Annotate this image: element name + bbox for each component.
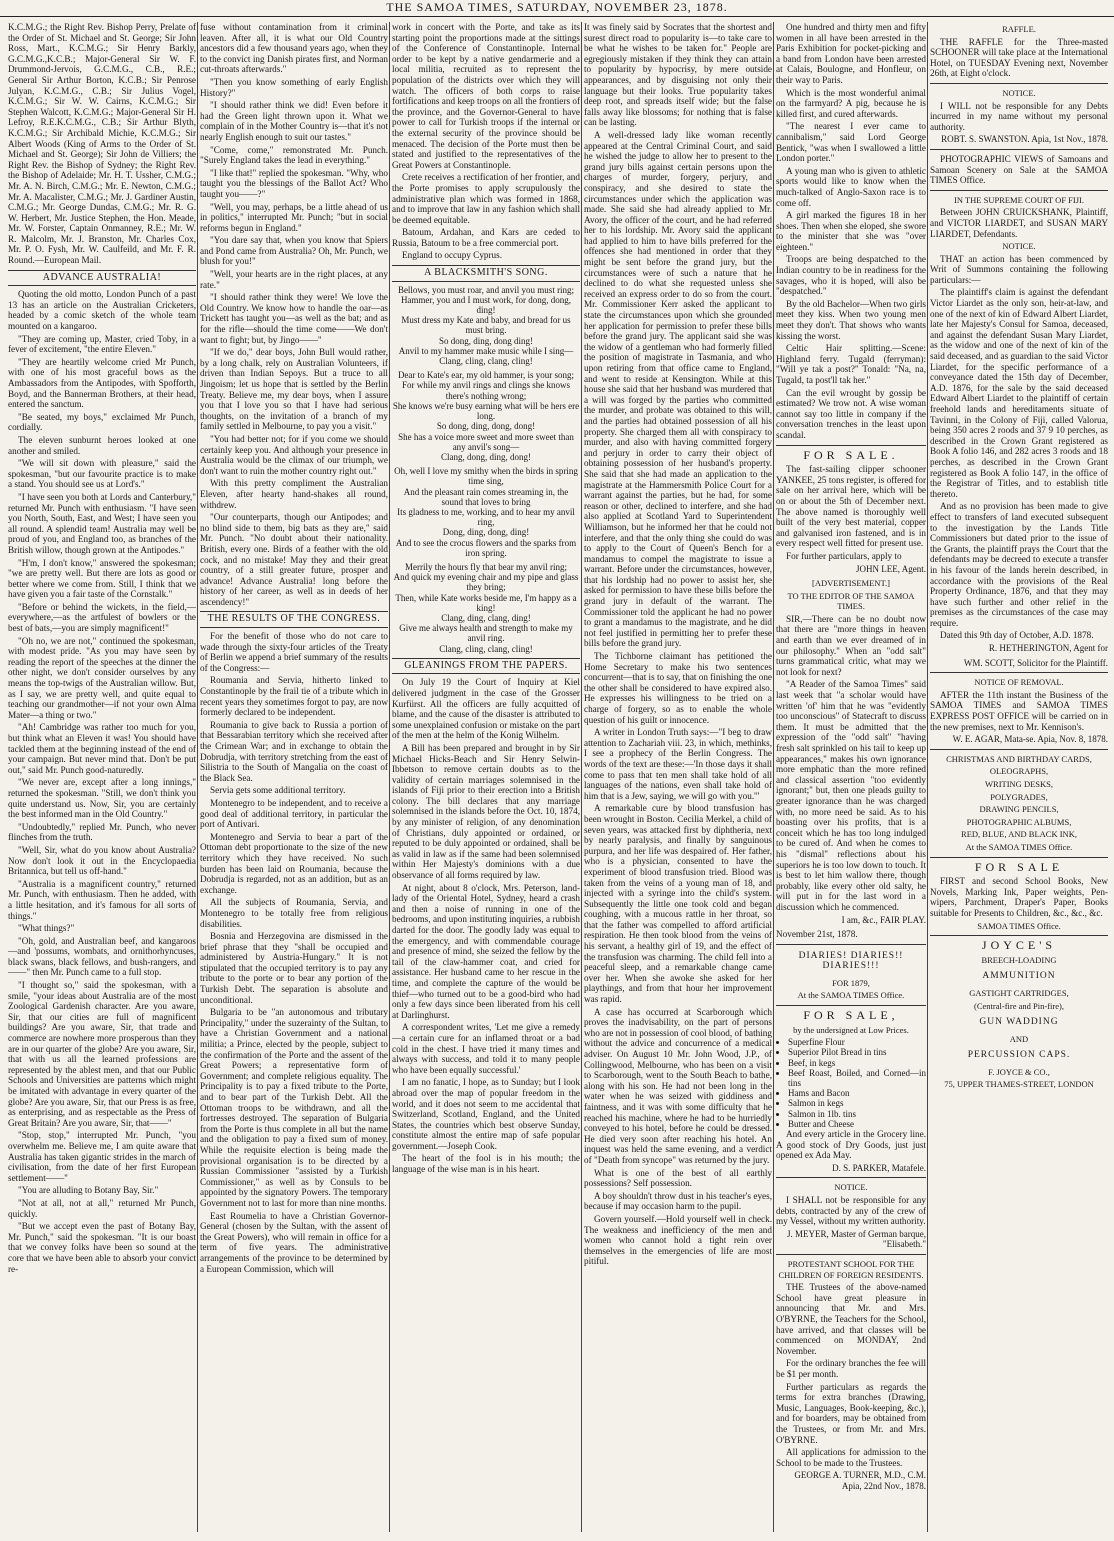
article-paragraph: "We will sit down with pleasure," said the spokesman, "but our favourite practice is to make a stand. You should see us at Lord's." xyxy=(8,458,196,490)
article-paragraph: K.C.M.G.; the Right Rev. Bishop Perry, Prelate of the Order of St. Michael and St. George; Sir John Ross, Mart., K.C.M.G.; Sir Henry Barkly, G.C.M.G.,K.C.B.; Major-General Sir W. F. Drummond-Jervois, G.C.M.G., C.B., R.E.; General Sir Arthur Borton, K.C.B.; Sir Penrose Julyan, K.C.M.G., C.B.; Sir Julius Vogel, K.C.M.G.; Sir W. W. Cairns, K.C.M.G.; Sir Stephen Walcott, K.C.M.G.; Major-General Sir H. Lefroy, R.E.K.C.M.G., C.B.; Sir Arthur Blyth, K.C.M.G.; Sir Archibald Michie, K.C.M.G.; Sir Albert Woods (King of Arms to the Order of St. Michael and St. George); Sir John de Villiers; the Right Rev. the Bishop of Sydney; the Right Rev. the Bishop of Adelaide; Mr. H. T. Ussher, C.M.G.; Mr. A. N. Birch, C.M.G.; Mr. E. Newton, C.M.G.; Mr. A. Macalister, C.M.G.; Mr. J. Gardiner Austin, C.M.G.; Mr. George Dundas, C.M.G.; Mr. R. G. W. Herbert, Mr. Justice Stephen, the Hon. Meade, Mr. W. Forster, Captain Onmanney, R.E.; Mr. W. R. Malcolm, Mr. J. Branston, Mr. Charles Cox, Mr. P. O. Fysh, Mr. W. Caulfeild, and Mr. F. R. Round.—European Mail. xyxy=(8,22,196,266)
divider xyxy=(930,672,1108,673)
divider xyxy=(930,149,1108,150)
article-paragraph: A young man who is given to athletic sports would like to know when the much-talked of Anglo-Saxon race is to come off. xyxy=(776,165,926,208)
article-paragraph: Crete receives a rectification of her frontier, and the Porte promises to apply scrupulously the administrative plan which was formed in 1868, and to improve that law in any fashion which shall be deemed equitable. xyxy=(392,172,580,225)
poem-verse: Dear to Kate's ear, my old hammer, is your song; For while my anvil rings and clings she knows there's nothing wrong; She knows we're busy earning what will be hers ere long. So dong, ding, dong, dong! She has a voice more sweet and more sweet than any anvil's song— Clang, dong, ding, dong! xyxy=(392,370,580,462)
article-paragraph: East Roumelia to have a Christian Governor-General (chosen by the Sultan, with the assent of the Great Powers), who will remain in office for a term of five years. The administrative arrangements of the province to be determined by a European Commission, which will xyxy=(200,1210,388,1274)
ad-body: PHOTOGRAPHIC VIEWS of Samoans and Samoan Scenery on Sale at the SAMOA TIMES Office. xyxy=(930,153,1108,186)
article-paragraph: I am no fanatic, I hope, as to Sunday; but I look abroad over the map of popular freedom in the world, and it does not seem to me accidental that Switzerland, Scotland, England, and the United States, the countries which best observe Sunday, constitute almost the entire map of safe popular government.—Joseph Cook. xyxy=(392,1077,580,1151)
article-paragraph: Govern yourself.—Hold yourself well in check. The weakness and inefficiency of the men and women who cannot hold a tight rein over themselves in the emergencies of life are most pitiful. xyxy=(584,1213,772,1267)
stationery-line: PHOTOGRAPHIC ALBUMS, xyxy=(966,816,1072,827)
article-paragraph: "They are heartily welcome cried Mr Punch, with one of his most graceful bows as the Ambassadors from the Antipodes, with Spofforth, Boyd, and the Bannerman Brothers, at their head, entered the sanctum. xyxy=(8,356,196,410)
article-paragraph: "Before or behind the wickets, in the field,—everywhere,—as the artfulest of bowlers or the best of bats,—you are simply magnificent!" xyxy=(8,601,196,634)
column-2 xyxy=(200,22,388,1532)
article-paragraph: Quoting the old motto, London Punch of a past 13 has an article on the Australian Cricketers, headed by a comic sketch of the whole team mounted on a kangaroo. xyxy=(8,289,196,332)
ad-signature: ROBT. S. SWANSTON. Apia, 1st Nov., 1878. xyxy=(941,134,1108,145)
list-item: • Salmon in kegs xyxy=(788,1098,926,1108)
article-paragraph: work in concert with the Porte, and take as its starting point the proportions made at the sittings of the Conference of Constantinople. Internal order to be kept by a native gendarmerie and a local militia, recruited as to represent the population of the districts over which they will watch. The officers of both corps to raise fortifications and keep troops on all the frontiers of the province, and the Governor-General to have power to call for Turkish troops if the internal or the external security of the province should be menaced. The decision of the Porte must then be stated and justified to the representatives of the Great Powers at Constantinople. xyxy=(392,22,580,170)
ad-line: SAMOA TIMES Office. xyxy=(977,920,1061,931)
article-paragraph: "I should rather think they were! We love the Old Country. We know how to handle the oar—as Trickett has taught you—as well as the bat; and as for the rifle—should the time come——We don't want to fight; but, by Jingo——" xyxy=(200,292,388,345)
letter-body: "A Reader of the Samoa Times" said last week that "a scholar would have written 'of' him that he was "evidently too unconscious" of Statecraft to discuss them. It must be admitted that the expression of the "odd salt" "having fresh salt sprinkled on his tail to keep up appearances," makes his own ignorance more emphatic than the more refined and classical assertion "too evidently ignorant;" but, then one pleads guilty to greater ignorance than he was charged with, no more need be said. As to his boasting over his profits, that is a conceit which he has too long indulged to be cured of. And when he comes to his "dismal" reflections about his superiors he is too low down to touch. It is best to let him wallow there, though probably, like every other old salty, he will put in for the last word in a discussion which he commenced. xyxy=(776,679,926,912)
ad-line: At the SAMOA TIMES Office. xyxy=(797,990,905,1001)
ad-line: F. JOYCE & CO., xyxy=(988,1066,1050,1077)
list-item: • Beef, in kegs xyxy=(788,1058,926,1068)
article-paragraph: fuse without contamination from it criminal leaven. After all, it is what our Old Country ancestors did a few thousand years ago, when they to the convict ing Danish pirates first, and Norman cut-throats afterwards." xyxy=(200,22,388,75)
article-paragraph: "I should rather think we did! Even before it had the Green light thrown upon it. What we complain of in the Mother Country is—that it's not nearly English enough to suit our tastes." xyxy=(200,100,388,142)
ad-body: The fast-sailing clipper schooner YANKEE, 25 tons register, is offered for sale on her arrival here, which will be on or about the 5th of December next. The above named is thoroughly well built of the very best material, copper and galvanised iron fastened, and is in every respect well fitted for present use. xyxy=(776,464,926,549)
article-paragraph: "Be seated, my boys," exclaimed Mr Punch, cordially. xyxy=(8,411,196,433)
ad-heading: PROTESTANT SCHOOL FOR THE CHILDREN OF FOREIGN RESIDENTS. xyxy=(778,1259,924,1280)
ad-body: THE RAFFLE for the Three-masted SCHOONER will take place at the International Hotel, on TUESDAY Evening next, November 26th, at Eight o'clock. xyxy=(930,36,1108,79)
ad-body: Further particulars as regards the terms for extra branches (Drawing, Music, Languages, Book-keeping, &c.), and for boarders, may be obtained from the Trustees, or from Mr. and Mrs. O'BYRNE. xyxy=(776,1381,926,1445)
divider xyxy=(776,944,926,945)
article-paragraph: The Tichborne claimant has petitioned the Home Secretary to make his two sentences concurrent—that is to say, that on finishing the one the other shall be considered to have expired also. He expresses his willingness to be tried on a charge of forgery, so as to enable the whole question of his guilt or innocence. xyxy=(584,651,772,725)
article-paragraph: "We never are, except after a long innings," returned the spokesman. "Still, we don't think you quite understand us. Now, Sir, you are certainly the best informed man in the Old Country." xyxy=(8,777,196,820)
article-paragraph: Batoum, Ardahan, and Kars are ceded to Russia, Batoum to be a free commercial port. xyxy=(392,227,580,248)
stationery-line: WRITING DESKS, xyxy=(985,779,1053,789)
article-paragraph: On July 19 the Court of Inquiry at Kiel delivered judgment in the case of the Grosser Kurfürst. All the officers are fully acquitted of blame, and the cause of the disaster is attributed to some unexplained confusion or mistake on the part of the men at the helm of the Konig Wilhelm. xyxy=(392,677,580,741)
ad-heading: NOTICE. xyxy=(1002,241,1036,252)
ad-heading: FOR SALE xyxy=(974,859,1064,874)
ad-body: THE Trustees of the above-named School have great pleasure in announcing that Mr. and Mrs. O'BYRNE, the Teachers for the School, have arrived, and that classes will be commenced on MONDAY, 2nd November. xyxy=(776,1282,926,1356)
masthead: THE SAMOA TIMES, SATURDAY, NOVEMBER 23, 1878. xyxy=(0,0,1114,17)
article-paragraph: "Come, come," remonstrated Mr. Punch. "Surely England takes the lead in everything." xyxy=(200,144,388,166)
stationery-line: POLYGRADES, xyxy=(990,791,1048,802)
ad-heading: JOYCE'S xyxy=(981,938,1057,953)
ad-tag: [ADVERTISEMENT.] xyxy=(812,578,890,589)
ad-signature: JOHN LEE, Agent. xyxy=(856,563,926,574)
ad-heading: NOTICE. xyxy=(1002,87,1036,98)
ad-heading: IN THE SUPREME COURT OF FIJI. xyxy=(954,194,1084,205)
article-paragraph: "Not at all, not at all," returned Mr Punch, quickly. xyxy=(8,1197,196,1219)
divider xyxy=(776,445,926,446)
article-paragraph: Montenegro and Servia to bear a part of the Ottoman debt proportionate to the size of the new territory which they have received. No such burden has been laid on Roumania, because the Dobrudja is regarded, not as an addition, but as an exchange. xyxy=(200,831,388,895)
ad-signature: GEORGE A. TURNER, M.D., C.M. Apia, 22nd Nov., 1878. xyxy=(794,1470,926,1491)
column-1 xyxy=(8,22,196,1532)
article-paragraph: "You dare say that, when you know that Spiers and Pond came from Australia? Oh, Mr. Punch, we blush for you!" xyxy=(200,235,388,267)
article-paragraph: "Stop, stop," interrupted Mr. Punch, "you overwhelm me. Believe me, I am quite aware that Australia has taken gigantic strides in the march of civilisation, from the date of her first European settlement——" xyxy=(8,1130,196,1183)
article-paragraph: "If we do," dear boys, John Bull would rather, by a long chalk, rely on Australian Volunteers, if driven than Indian Sepoys. But a truce to all Jingoism; let us hope that is settled by the Berlin Treaty. Believe me, my dear boys, when I assure you that I love you so that I have had serious thoughts, on the invitation of a branch of my family settled in Melbourne, to pay you a visit." xyxy=(200,347,388,432)
column-6 xyxy=(930,22,1108,1532)
divider xyxy=(930,190,1108,191)
ad-line: GASTIGHT CARTRIDGES, xyxy=(969,987,1069,998)
ad-body: FIRST and second School Books, New Novels, Marking Ink, Paper weights, Pen-wipers, Parchment, Draper's Paper, Books suitable for Presents to Children, &c., &c., &c. xyxy=(930,876,1108,918)
article-paragraph: All the subjects of Roumania, Servia, and Montenegro to be totally free from religious disabilities. xyxy=(200,897,388,929)
article-heading: THE RESULTS OF THE CONGRESS. xyxy=(200,611,388,628)
article-heading: ADVANCE AUSTRALIA! xyxy=(8,270,196,287)
article-paragraph: "But we accept even the past of Botany Bay, Mr. Punch," said the spokesman. "It is our boast that we convey folks have been so sound at the core that we have been able to absorb your convict re- xyxy=(8,1221,196,1274)
ad-line: At the SAMOA TIMES Office. xyxy=(965,841,1073,852)
article-paragraph: "H'm, I don't know," answered the spokesman; "we are pretty well. But there are lots as good or better where we come from. Still, I think that we have given you a fair taste of the Cornstalk." xyxy=(8,557,196,600)
divider xyxy=(776,1254,926,1255)
article-paragraph: Roumania to give back to Russia a portion of that Bessarabian territory which she received after the Crimean War; and in exchange to obtain the Dobrudja, with territory stretching from the east of Silistria to the South of Mangalia on the coast of the Black Sea. xyxy=(200,719,388,783)
article-paragraph: Montenegro to be independent, and to receive a good deal of additional territory, in particular the port of Antivari. xyxy=(200,797,388,830)
ad-heading: RAFFLE. xyxy=(1002,24,1036,34)
ad-line: AMMUNITION xyxy=(982,971,1056,982)
article-paragraph: "Oh, gold, and Australian beef, and kangaroos—and 'possums, wombats, and ornithorhyncuses, black swans, black fellows, and bush-rangers, and——" then Mr. Punch came to a full stop. xyxy=(8,935,196,978)
ad-body: All applications for admission to the School to be made to the Trustees. xyxy=(776,1447,926,1468)
article-paragraph: At night, about 8 o'clock, Mrs. Peterson, land-lady of the Oriental Hotel, Sydney, heard a crash and then a noise of running in one of the bedrooms, and upon instituting inquiries, a rubbish darted for the door. The goodly lady was equal to the emergency, and with commendable courage and presence of mind, she seized the fellow by the tail of the claw-hammer coat, and cried for assistance. Her husband came to her rescue in the time, and complete the capture of the would be thief—who turned out to be a good-bird who had only a few days since been liberated from his cell at Darlinghurst. xyxy=(392,882,580,1020)
article-paragraph: Troops are being despatched to the Indian country to be in readiness for the savages, who it is hoped, will also be "despatched." xyxy=(776,254,926,297)
stationery-line: CHRISTMAS AND BIRTHDAY CARDS, xyxy=(946,753,1092,764)
article-paragraph: "Australia is a magnificent country," returned Mr. Punch, with enthusiasm. Then he added, with a little hesitation, and it's famous for all sorts of things." xyxy=(8,878,196,921)
column-rule xyxy=(773,22,774,1532)
article-paragraph: "Our counterparts, though our Antipodes; and no blind side to them, big bats as they are," said Mr. Punch. "No doubt about their nationality. British, every one. Birds of a feather with the old cock, and no mistake! May they and their great country, of a still greater future, prosper and advance! Advance Australia! long before the history of her career, as well as in deeds of her ascendency!" xyxy=(200,512,388,607)
ad-signature: D. S. PARKER, Matafele. xyxy=(832,1162,926,1173)
article-paragraph: With this pretty compliment the Australian Eleven, after hearty hand-shakes all round, withdrew. xyxy=(200,478,388,510)
ad-body: AFTER the 11th instant the Business of the SAMOA TIMES and SAMOA TIMES EXPRESS POST OFFICE will be carried on in the new premises, next to Mr. Kennison's. xyxy=(930,689,1108,732)
divider xyxy=(776,1177,926,1178)
article-paragraph: "I thought so," said the spokesman, with a smile, "your ideas about Australia are of the most Zoological Gardenish character. Are you aware, Sir, that our cities are full of magnificent buildings? Are you aware, Sir, that trade and commerce are nowhere more prosperous than they are in our quarter of the globe? Are you aware, Sir, that with us all the learned professions are represented by the ablest men, and that our Public Schools and Universities are patterns which might be imitated with advantage in every quarter of the globe? Are you aware, Sir, that our Press is as free, as enterprising, and as respectable as the Press of Great Britain? Are you aware, Sir, that——" xyxy=(8,980,196,1128)
column-rule xyxy=(197,22,198,1532)
article-paragraph: "Then you know something of early English History?" xyxy=(200,76,388,98)
divider xyxy=(930,749,1108,750)
article-paragraph: A remarkable cure by blood transfusion has been wrought in Boston. Cecilia Merkel, a child of seven years, was attacked first by diphtheria, next by nearly paralysis, and finally by sanguinous purpura, and her life was despaired of. Her father, who is a physician, consented to have the experiment of blood transfusion tried. Blood was taken from the veins of a young man of 18, and injected with a syringe into the child's system. Subsequently the little one took cold and began coughing, with a mucous rattle in her throat, so that the father was compelled to afford artificial respiration. He then took blood from the veins of his servant, a healthy girl of 19, and the effect of the transfusion was charming. The child fell into a peaceful sleep, and a remarkable change came over her. When she awoke she asked for her playthings, and from that hour her improvement was rapid. xyxy=(584,803,772,1005)
divider xyxy=(776,1005,926,1006)
ad-heading: FOR SALE, xyxy=(803,1008,899,1023)
ad-body: And every article in the Grocery line. A good stock of Dry Goods, just just opened ex Ada May. xyxy=(776,1129,926,1161)
ad-line: GUN WADDING xyxy=(979,1017,1059,1028)
article-paragraph: "Ah! Cambridge was rather too much for you, but think what an Eleven it was! You should have tackled them at the beginning instead of the end of your campaign. But never mind that. Don't be put out," said Mr. Punch good-naturedly. xyxy=(8,722,196,775)
article-paragraph: "You had better not; for if you come we should certainly keep you. And although your presence in Australia would be the climax of our triumph, we don't want to ruin the mother country right out." xyxy=(200,433,388,476)
article-paragraph: A writer in London Truth says:—"I beg to draw attention to Zachariah viii. 23, in which, methinks, I see a prophecy of the Berlin Congress. The words of the text are these:—'In those days it shall come to pass that ten men shall take hold of all languages of the nations, even shall take hold of him that is a Jew, saying, we will go with you.'" xyxy=(584,727,772,801)
divider xyxy=(930,83,1108,84)
poem-verse: Bellows, you must roar, and anvil you must ring; Hammer, you and I must work, for dong, dong, ding! Must dress my Kate and baby, and bread for us must bring. So dong, ding, dong ding! Anvil to my hammer make music while I sing— Clang, cling, clang, cling! xyxy=(397,284,575,367)
column-3 xyxy=(392,22,580,1532)
letter-body: SIR,—There can be no doubt now that there are "more things in heaven and earth than we ever dreamed of in our philosophy." When an "odd salt" turns grammatical critic, what may we not look for next? xyxy=(776,613,926,677)
column-5 xyxy=(776,22,926,1532)
list-item: • Beef Roast, Boiled, and Corned—in tins xyxy=(788,1068,926,1088)
article-paragraph: Roumania and Servia, hitherto linked to Constantinople by the frail tie of a tribute which in recent years they sometimes forgot to pay, are now formerly declared to be independent. xyxy=(200,675,388,718)
ad-heading: DIARIES! DIARIES!! DIARIES!!! xyxy=(798,950,904,972)
court-signature: R. HETHERINGTON, Agent for xyxy=(988,643,1108,654)
court-parties: Between JOHN CRUICKSHANK, Plaintiff, and VICTOR LIARDET, and SUSAN MARY LIARDET, Defendants. xyxy=(930,207,1108,239)
article-paragraph: By the old Bachelor—When two girls meet they kiss. When two young men meet they don't. That shows who wants kissing the worst. xyxy=(776,298,926,341)
poem-verse: Oh, well I love my smithy when the birds in spring time sing, And the pleasant rain comes streaming in, the sound that loves to bring Its gladness to me, working, and to hear my anvil ring, Dong, ding, dong, ding! And to see the crocus flowers and the sparks from iron spring. xyxy=(394,466,578,558)
article-paragraph: "You are alluding to Botany Bay, Sir." xyxy=(18,1185,159,1196)
divider xyxy=(930,935,1108,936)
article-paragraph: "I have seen you both at Lords and Canterbury," returned Mr. Punch with enthusiasm. "I have seen you North, South, East, and West; I have seen you all round. A splendid team! Australia may well be proud of you, and England too, as branches of the British willow, though grown at the Antipodes." xyxy=(8,491,196,555)
list-item: • Superfine Flour xyxy=(788,1037,926,1047)
list-item: • Butter and Cheese xyxy=(788,1119,926,1129)
ad-body: For further particulars, apply to xyxy=(786,550,902,561)
article-paragraph: "I like that!" replied the spokesman. "Why, who taught you the blessings of the Ballot Act? Who taught you——?" xyxy=(200,167,388,199)
divider xyxy=(930,857,1108,858)
article-paragraph: A girl marked the figures 18 in her shoes. Then when she eloped, she swore to the minister that she was "over eighteen." xyxy=(776,210,926,252)
ad-signature: W. E. AGAR, Mata-se. Apia, Nov. 8, 1878. xyxy=(952,734,1108,745)
letter-address: TO THE EDITOR OF THE SAMOA TIMES. xyxy=(787,590,915,612)
ad-heading: NOTICE. xyxy=(834,1182,868,1193)
list-item: • Salmon in 1lb. tins xyxy=(788,1109,926,1119)
article-paragraph: The heart of the fool is in his mouth; the language of the wise man is in his heart. xyxy=(392,1153,580,1175)
letter-date: November 21st, 1878. xyxy=(776,929,858,940)
article-paragraph: One hundred and thirty men and fifty women in all have been arrested in the Paris Exhibition for pocket-picking and a band from London have been arrested at Calais, Boulogne, and Honfleur, on their way to Paris. xyxy=(776,22,926,85)
court-body: THAT an action has been commenced by Writ of Summons containing the following particulars:— xyxy=(930,253,1108,285)
poem-heading: A BLACKSMITH'S SONG. xyxy=(392,265,580,282)
article-paragraph: For the benefit of those who do not care to wade through the sixty-four articles of the Treaty of Berlin we append a brief summary of the results of the Congress:— xyxy=(200,631,388,673)
article-paragraph: "Well, your hearts are in the right places, at any rate." xyxy=(200,269,388,290)
ad-heading: NOTICE OF REMOVAL. xyxy=(974,677,1064,688)
column-rule xyxy=(581,22,582,1532)
article-paragraph: What is one of the best of all earthly possessions? Self possession. xyxy=(584,1167,772,1189)
article-paragraph: "What things?" xyxy=(18,923,75,934)
letter-signature: I am, &c., FAIR PLAY. xyxy=(841,914,926,925)
article-paragraph: A correspondent writes, 'Let me give a remedy—a certain cure for an inflamed throat or a bad cold in the chest. I have tried it many times and always with success, and told it to many people who have been equally successful.' xyxy=(392,1022,580,1075)
ad-line: FOR 1879, xyxy=(832,977,870,988)
article-paragraph: "Well, you may, perhaps, be a little ahead of us in politics," interrupted Mr. Punch; "but in social reforms begun in England." xyxy=(200,201,388,233)
article-paragraph: "Well, Sir, what do you know about Australia? Now don't look it out in the Encyclopaedia Britannica, but tell us off-hand." xyxy=(8,844,196,877)
list-item: • Superior Pilot Bread in tins xyxy=(788,1047,926,1057)
court-body: The plaintiff's claim is against the defendant Victor Liardet as the only son, heir-at-law, and one of the next of kin of Edward Albert Liardet, late her Majesty's Consul for Samoa, deceased, and against the defendant Susan Mary Liardet, as the widow and one of the next of kin of the said deceased, and as guardian to the said Victor Liardet, for the specific performance of a conveyance dated the 15th day of December, A.D. 1876, for the sale by the said deceased Edward Albert Liardet to the plaintiff of certain freehold lands and hereditaments situate of Tavinni, in the Colony of Fiji, called Valorua, being 350 acres 2 roods and 37 9 10 perches, as described in the Crown Grant registered as Book A folio 146, and 282 acres 3 roods and 18 perches, as described in the Crown Grant registered as Book A folio 147, in the office of the Registrar of Titles, and to establish title thereto. xyxy=(930,287,1108,499)
ad-line: BREECH-LOADING xyxy=(981,954,1057,965)
poem-verse: Merrily the hours fly that bear my anvil ring; And quick my evening chair and my pipe and glass they bring; Then, while Kate works beside me, I'm happy as a king! Clang, ding, clang, ding! Give me always health and strength to make my anvil ring. Clang, cling, clang, cling! xyxy=(393,561,579,654)
article-paragraph: "They are coming up, Master, cried Toby, in a fever of excitement, "the entire Eleven." xyxy=(8,333,196,355)
article-paragraph: England to occupy Cyprus. xyxy=(402,250,503,261)
stationery-line: OLEOGRAPHS, xyxy=(989,766,1049,777)
article-paragraph: The eleven sunburnt heroes looked at one another and smiled. xyxy=(8,434,196,456)
article-paragraph: Celtic Hair splitting.—Scene: Highland ferry. Tugald (ferryman): "Will ye tak a post?" Tonald: "Na, na, Tugald, ta post'll tak her." xyxy=(776,343,926,385)
column-rule xyxy=(389,22,390,1532)
ad-body: I WILL not be responsible for any Debts incurred in my name without my personal authority. xyxy=(930,100,1108,132)
article-paragraph: It was finely said by Socrates that the shortest and surest direct road to popularity is—to take care to be what he wishes to be taken for." People are egregiously mistaken if they think they can attain to popularity by hypocrisy, by mere outside appearances, and by disguising not only their language but their looks. True popularity takes deep root, and spreads itself wide; but the false falls away like blossoms; for nothing that is false can be lasting. xyxy=(584,22,772,128)
article-paragraph: Servia gets some additional territory. xyxy=(210,785,346,796)
court-body: And as no provision has been made to give effect to transfers of land executed subsequent to the investigation by the Lands Title Commissioners but dated prior to the issue of the Grants, the plaintiff prays the Court that the defendants may be decreed to execute a transfer in his favour of the lands herein described, in accordance with the provisions of the Real Property Ordinance, 1876, and that they may have such further and other relief in the premises as the circumstances of the case may require. xyxy=(930,501,1108,628)
ad-body: For the ordinary branches the fee will be $1 per month. xyxy=(776,1358,926,1379)
court-date: Dated this 9th day of October, A.D. 1878. xyxy=(940,630,1094,641)
goods-list xyxy=(776,1037,926,1129)
ad-line: 75, UPPER THAMES-STREET, LONDON xyxy=(944,1079,1094,1090)
article-paragraph: "Oh no, we are not," continued the spokesman, with modest pride. "As you may have seen by reading the report of the speeches at the dinner the other night, we don't consider ourselves by any means the top-twigs of the Australian willow. But, as I say, we are pretty well, and quite equal to teaching our grandmother—if not your own Alma Mater—a thing or two." xyxy=(8,635,196,720)
ad-line: PERCUSSION CAPS. xyxy=(967,1050,1071,1061)
article-paragraph: A boy shouldn't throw dust in his teacher's eyes, because if may occasion harm to the pupil. xyxy=(584,1190,772,1212)
article-paragraph: Bulgaria to be "an autonomous and tributary Principality," under the suzerainty of the Sultan, to have a Christian Government and a national militia; a Prince, elected by the people, subject to the confirmation of the Porte and the assent of the Great Powers; a representative form of Government; and complete religious equality. The Principality is to pay a fixed tribute to the Porte, and to bear part of the Turkish Debt. All the Ottoman troops to be withdrawn, and all the fortresses destroyed. The separation of Bulgaria from the Porte is thus complete in all but the name and the obligation to pay a fixed sum of money. While the requisite election is being made the provisional organisation is to be directed by a Russian Commissioner "assisted by a Turkish Commissioner," as well as by Consuls to be appointed by the signatory Powers. The temporary Government not to last for more than nine months. xyxy=(200,1007,388,1208)
article-heading: GLEANINGS FROM THE PAPERS. xyxy=(392,658,580,675)
stationery-line: DRAWING PENCILS, xyxy=(979,804,1059,815)
article-paragraph: Bosnia and Herzegovina are dismissed in the brief phrase that they "shall be occupied and administered by Austria-Hungary." It is not stipulated that the occupied territory is to pay any tribute to the porte or to bear any portion of the Turkish Debt. The separation is absolute and unconditional. xyxy=(200,931,388,1005)
article-paragraph: A Bill has been prepared and brought in by Sir Michael Hicks-Beach and Sir Henry Selwin-Ibbetson to remove certain doubts as to the validity of certain marriages solemnised in the islands of Fiji prior to their erection into a British colony. The bill declares that any marriage solemnised in the islands before the Oct. 10, 1874, by any minister of religion, of any denomination of Christians, duly appointed or ordained, or reputed to be duly appointed or ordained, shall be as valid in law as if the same had been solemnised within Her Majesty's dominions with a due observance of all forms required by law. xyxy=(392,742,580,881)
article-paragraph: A well-dressed lady like woman recently appeared at the Central Criminal Court, and said he wished the judge to allow her to present to the grand jury bills against certain persons upon the charges of murder, forgery, perjury, and conspiracy, and she desired to state the circumstances under which the application was made. She said she had already applied to Mr. Avory, the officer of the court, and he had referred her to his lordship. Mr. Avory said the applicant had applied to him to have bills preferred for the offences she had mentioned in order that they might be sent before the grand jury, but the circumstances were of such a nature that he declined to do what she requested unless she received an express order to do so from the court. Mr. Commissioner Kerr asked the applicant to state the circumstances upon which she grounded her application for permission to prefer these bills before the grand jury. The applicant said she was the widow of a gentleman who had formerly filled the position of magistrate in Tasmania, and who upon retiring from that office came to England, and went to reside at Kensington. While at this house she said that her husband was murdered that a will was forged by the parties who committed the murder, and probate was obtained to this will, and the parties had obtained possession of all his property. She charged them all with conspiracy to murder, and also with having committed forgery and perjury in order to carry their object of obtaining possession of her husband's property. She said that she had made an application to the magistrate at the Hammersmith Police Court for a warrant against the parties, but he had, for some reason or other, declined to interfere, and she had also applied at Scotland Yard to Superintendent Williamson, but he informed her that he could not interfere, and that the only thing she could do was to apply to the Court of Queen's Bench for a mandamus to compel the magistrate to issue a warrant. Before under the circumstances, however, that his lordship had no power to assist her, she asked for permission to have these bills before the grand jury in default of the warrant. The Commissioner told the applicant he had no power to grant a mandamus to the magistrate, and he did not feel justified in permitting her to prefer these bills before the grand jury. xyxy=(584,129,772,649)
ad-line: AND xyxy=(1009,1033,1029,1044)
ad-line: (Central-fire and Pin-fire), xyxy=(974,1000,1064,1011)
ad-body: I SHALL not be responsible for any debts, contracted by any of the crew of my Vessel, without my written authority. xyxy=(776,1195,926,1227)
article-paragraph: A case has occurred at Scarborough which proves the inadvisability, on the part of persons who are not in possession of cool blood, of bathing without the advice and concurrence of a medical adviser. On August 10 Mr. John Wood, J.P., of Collingwood, Melbourne, who has been on a visit to Scarborough, went to the South Beach to bathe, along with his son. He had not been long in the water when he was seized with giddiness and faintness, and it was with some difficulty that he reached his machine, where he had to be hurriedly conveyed to his hotel, before he could be dressed. He died very soon after reaching his hotel. An inquest was held the same evening, and a verdict of "Death from syncope" was returned by the jury. xyxy=(584,1006,772,1165)
list-item: • Hams and Bacon xyxy=(788,1088,926,1098)
column-4 xyxy=(584,22,772,1532)
ad-signature: J. MEYER, Master of German barque, "Elisabeth." xyxy=(787,1228,926,1250)
ad-heading: FOR SALE. xyxy=(803,447,899,462)
stationery-line: RED, BLUE, AND BLACK INK, xyxy=(961,829,1077,840)
article-paragraph: "The nearest I ever came to cannibalism," said Lord George Bentick, "was when I swallowed a little London porter." xyxy=(776,121,926,164)
ad-line: by the undersigned at Low Prices. xyxy=(793,1024,909,1035)
article-paragraph: Can the evil wrought by gossip be estimated? We trow not. A wise woman cannot say too little in company if the conversation trenches in the least upon scandal. xyxy=(776,387,926,440)
article-paragraph: Which is the most wonderful animal on the farmyard? A pig, because he is killed first, and cured afterwards. xyxy=(776,87,926,119)
article-paragraph: "Undoubtedly," replied Mr. Punch, who never flinches from the truth. xyxy=(8,821,196,843)
column-rule xyxy=(927,22,928,1532)
court-signature: WM. SCOTT, Solicitor for the Plaintiff. xyxy=(963,657,1108,668)
